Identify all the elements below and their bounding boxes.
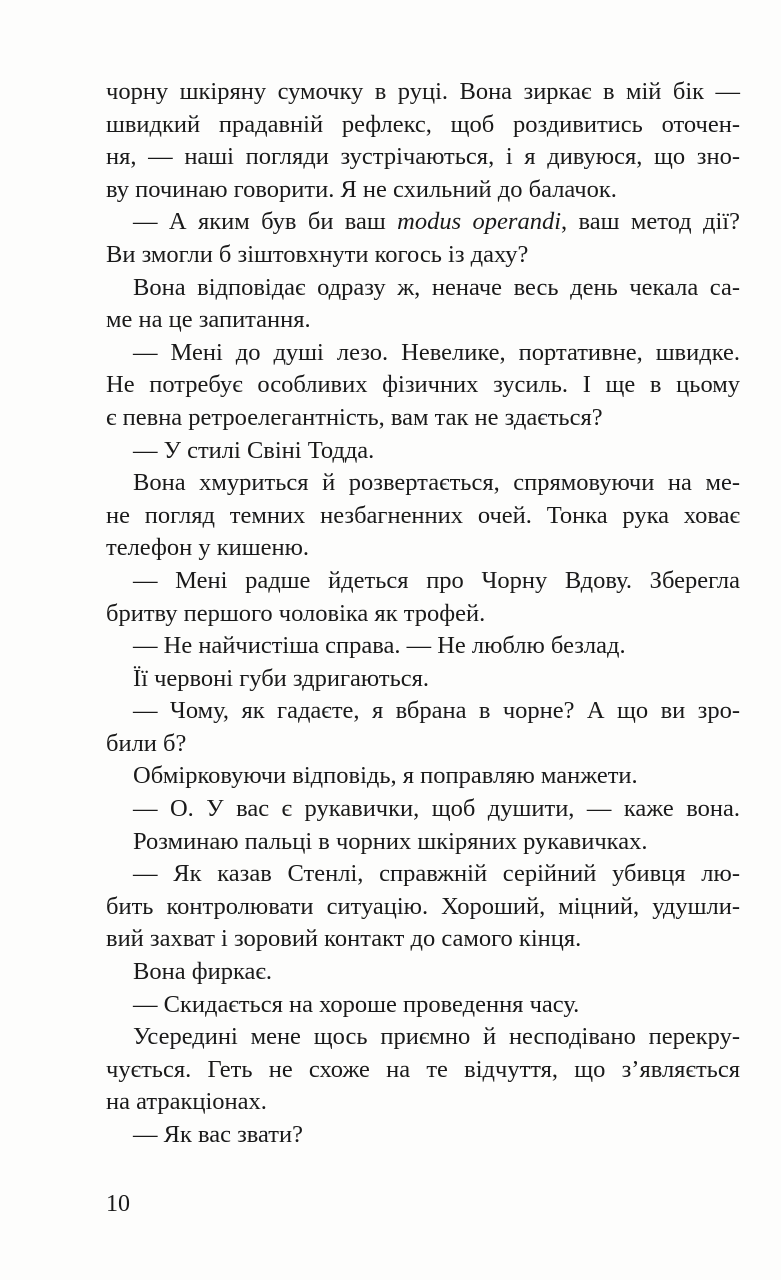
text-line: — У стилі Свіні Тодда. [133, 436, 375, 464]
text-line: бить контролювати ситуацію. Хороший, міцний, удушли- [106, 892, 740, 920]
body-text [106, 76, 740, 1152]
text-line: Не потребує особливих фізичних зусиль. І ще в цьому [106, 371, 740, 399]
text-line: ня, — наші погляди зустрічаються, і я дивуюся, що зно- [106, 143, 740, 171]
text-line: — О. У вас є рукавички, щоб душити, — каже вона. [133, 795, 740, 823]
text-line: вий захват і зоровий контакт до самого кінця. [106, 925, 582, 953]
text-line: ме на це запитання. [106, 306, 311, 334]
text-line: — Мені радше йдеться про Чорну Вдову. Зберегла [133, 566, 740, 594]
italic-phrase: modus operandi [397, 208, 561, 236]
text-line: Усередині мене щось приємно й несподівано перекру- [133, 1023, 740, 1051]
text-line: ву починаю говорити. Я не схильний до балачок. [106, 175, 617, 203]
text-line: — Мені до душі лезо. Невелике, портативне, швидке. [133, 338, 740, 366]
text-line: Вона фиркає. [133, 958, 272, 986]
text-line: — Як казав Стенлі, справжній серійний убивця лю- [133, 860, 740, 888]
text-line: бритву першого чоловіка як трофей. [106, 599, 486, 627]
text-line: — Як вас звати? [133, 1121, 303, 1148]
text-line: Обмірковуючи відповідь, я поправляю манжети. [133, 762, 638, 790]
text-line: Вона хмуриться й розвертається, спрямовуючи на ме- [133, 469, 740, 497]
text-line: є певна ретроелегантність, вам так не здається? [106, 403, 603, 431]
text-line: били б? [106, 729, 187, 757]
text-line: чорну шкіряну сумочку в руці. Вона зиркає в мій бік — [106, 78, 740, 105]
text-line [106, 206, 740, 239]
text-segment: — А яким був би ваш [133, 208, 398, 236]
text-segment: , ваш метод дії? [561, 208, 740, 236]
text-line: чується. Геть не схоже на те відчуття, що з’являється [106, 1055, 740, 1083]
text-line: — Скидається на хороше проведення часу. [133, 990, 580, 1018]
text-line: Її червоні губи здригаються. [133, 664, 430, 692]
text-line: телефон у кишеню. [106, 534, 310, 562]
text-line: — Чому, як гадаєте, я вбрана в чорне? А що ви зро- [133, 697, 740, 725]
text-line: Ви змогли б зіштовхнути когось із даху? [106, 240, 529, 268]
page-number: 10 [106, 1191, 130, 1217]
text-line: Розминаю пальці в чорних шкіряних рукавичках. [133, 827, 648, 855]
text-line: не погляд темних незбагненних очей. Тонка рука ховає [106, 501, 740, 529]
text-line: швидкий прадавній рефлекс, щоб роздивитись оточен- [106, 110, 740, 138]
text-line: — Не найчистіша справа. — Не люблю безлад. [133, 632, 626, 660]
text-line: на атракціонах. [106, 1088, 267, 1116]
text-line: Вона відповідає одразу ж, неначе весь день чекала са- [133, 273, 740, 301]
